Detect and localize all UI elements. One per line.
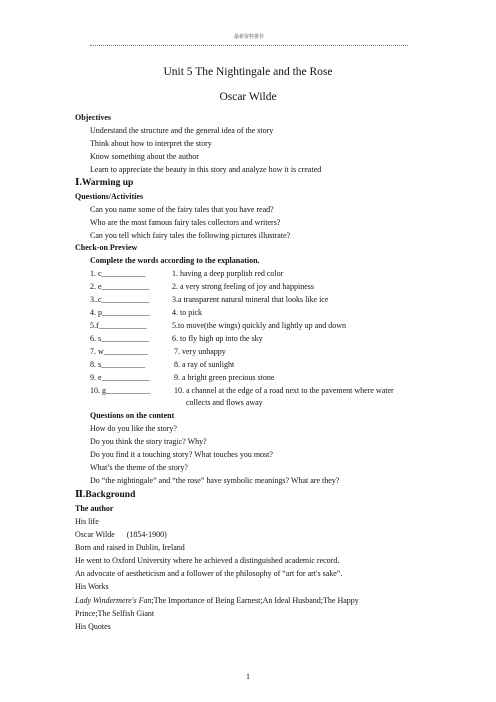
vocab-blank: 8. s___________: [90, 360, 146, 369]
vocab-definition: 7. very unhappy: [174, 347, 226, 356]
questions-activities-heading: Questions/Activities: [75, 192, 143, 201]
content-questions-heading: Questions on the content: [90, 411, 175, 420]
content-question: How do you like the story?: [90, 424, 177, 433]
works-italic-title: Lady Windermere's Fan: [75, 596, 152, 605]
vocab-definition: 5.to move(the wings) quickly and lightly up and down: [172, 321, 346, 330]
document-title: Unit 5 The Nightingale and the Rose: [163, 66, 333, 78]
vocab-blank: 3..c____________: [90, 295, 150, 304]
vocab-blank: 4. p____________: [90, 308, 150, 317]
vocab-blank: 2. e____________: [90, 282, 150, 291]
warmup-question: Who are the most famous fairy tales collectors and writers?: [90, 218, 281, 227]
warmup-question: Can you tell which fairy tales the following pictures illustrate?: [90, 231, 291, 240]
author-heading: The author: [75, 504, 114, 513]
page-header-rule: [90, 35, 408, 46]
objective-item: Understand the structure and the general idea of the story: [90, 126, 274, 135]
vocab-definition: 9. a bright green precious stone: [174, 373, 275, 382]
content-question: Do you find it a touching story? What touches you most?: [90, 450, 273, 459]
objective-item: Think about how to interpret the story: [90, 139, 212, 148]
vocab-definition: 1. having a deep purplish red color: [172, 269, 284, 278]
content-question: Do “the nightingale” and “the rose” have symbolic meanings? What are they?: [90, 476, 340, 485]
bio-line: An advocate of aestheticism and a follower of the philosophy of “art for art's sake”.: [75, 569, 343, 578]
his-quotes-label: His Quotes: [75, 622, 111, 631]
section-heading-background: Ⅱ.Background: [75, 490, 136, 500]
vocab-definition-continuation: collects and flows away: [186, 398, 263, 407]
vocab-definition: 8. a ray of sunlight: [174, 360, 235, 369]
vocab-definition: 10. a channel at the edge of a road next to the pavement where water: [174, 386, 394, 395]
section-heading-warming-up: Ⅰ.Warming up: [75, 178, 134, 188]
bio-line: Born and raised in Dublin, Ireland: [75, 543, 185, 552]
vocab-definition: 2. a very strong feeling of joy and happiness: [172, 282, 314, 291]
document-subtitle: Oscar Wilde: [219, 91, 277, 103]
objective-item: Know something about the author: [90, 152, 199, 161]
objectives-heading: Objectives: [75, 113, 111, 122]
works-rest: ;The Importance of Being Earnest;An Ideal Husband;The Happy: [151, 596, 359, 605]
content-question: What’s the theme of the story?: [90, 463, 188, 472]
works-line-2: Prince;The Selfish Giant: [75, 609, 155, 618]
content-question: Do you think the story tragic? Why?: [90, 437, 207, 446]
vocab-blank: 10. g___________: [90, 386, 150, 395]
author-name-dates: Oscar Wilde (1854-1900): [75, 530, 167, 539]
his-works-label: His Works: [75, 582, 109, 591]
vocab-blank: 9. e____________: [90, 373, 150, 382]
vocab-definition: 3.a transparent natural mineral that looks like ice: [172, 295, 329, 304]
bio-line: He went to Oxford University where he achieved a distinguished academic record.: [75, 556, 340, 565]
check-on-preview-heading: Check-on Preview: [75, 243, 138, 252]
preview-instruction: Complete the words according to the explanation.: [90, 256, 260, 265]
vocab-blank: 5.f____________: [90, 321, 147, 330]
vocab-definition: 6. to fly high up into the sky: [172, 334, 263, 343]
his-life-label: His life: [75, 517, 99, 526]
vocab-blank: 1. c___________: [90, 269, 146, 278]
vocab-blank: 7. w___________: [90, 347, 148, 356]
vocab-definition: 4. to pick: [172, 308, 202, 317]
warmup-question: Can you name some of the fairy tales that you have read?: [90, 205, 274, 214]
page-header-text: 最新资料推荐: [231, 35, 267, 41]
objective-item: Learn to appreciate the beauty in this story and analyze how it is created: [90, 165, 322, 174]
page-number: 1: [246, 672, 250, 681]
works-line: [75, 596, 423, 606]
vocab-blank: 6. s____________: [90, 334, 150, 343]
